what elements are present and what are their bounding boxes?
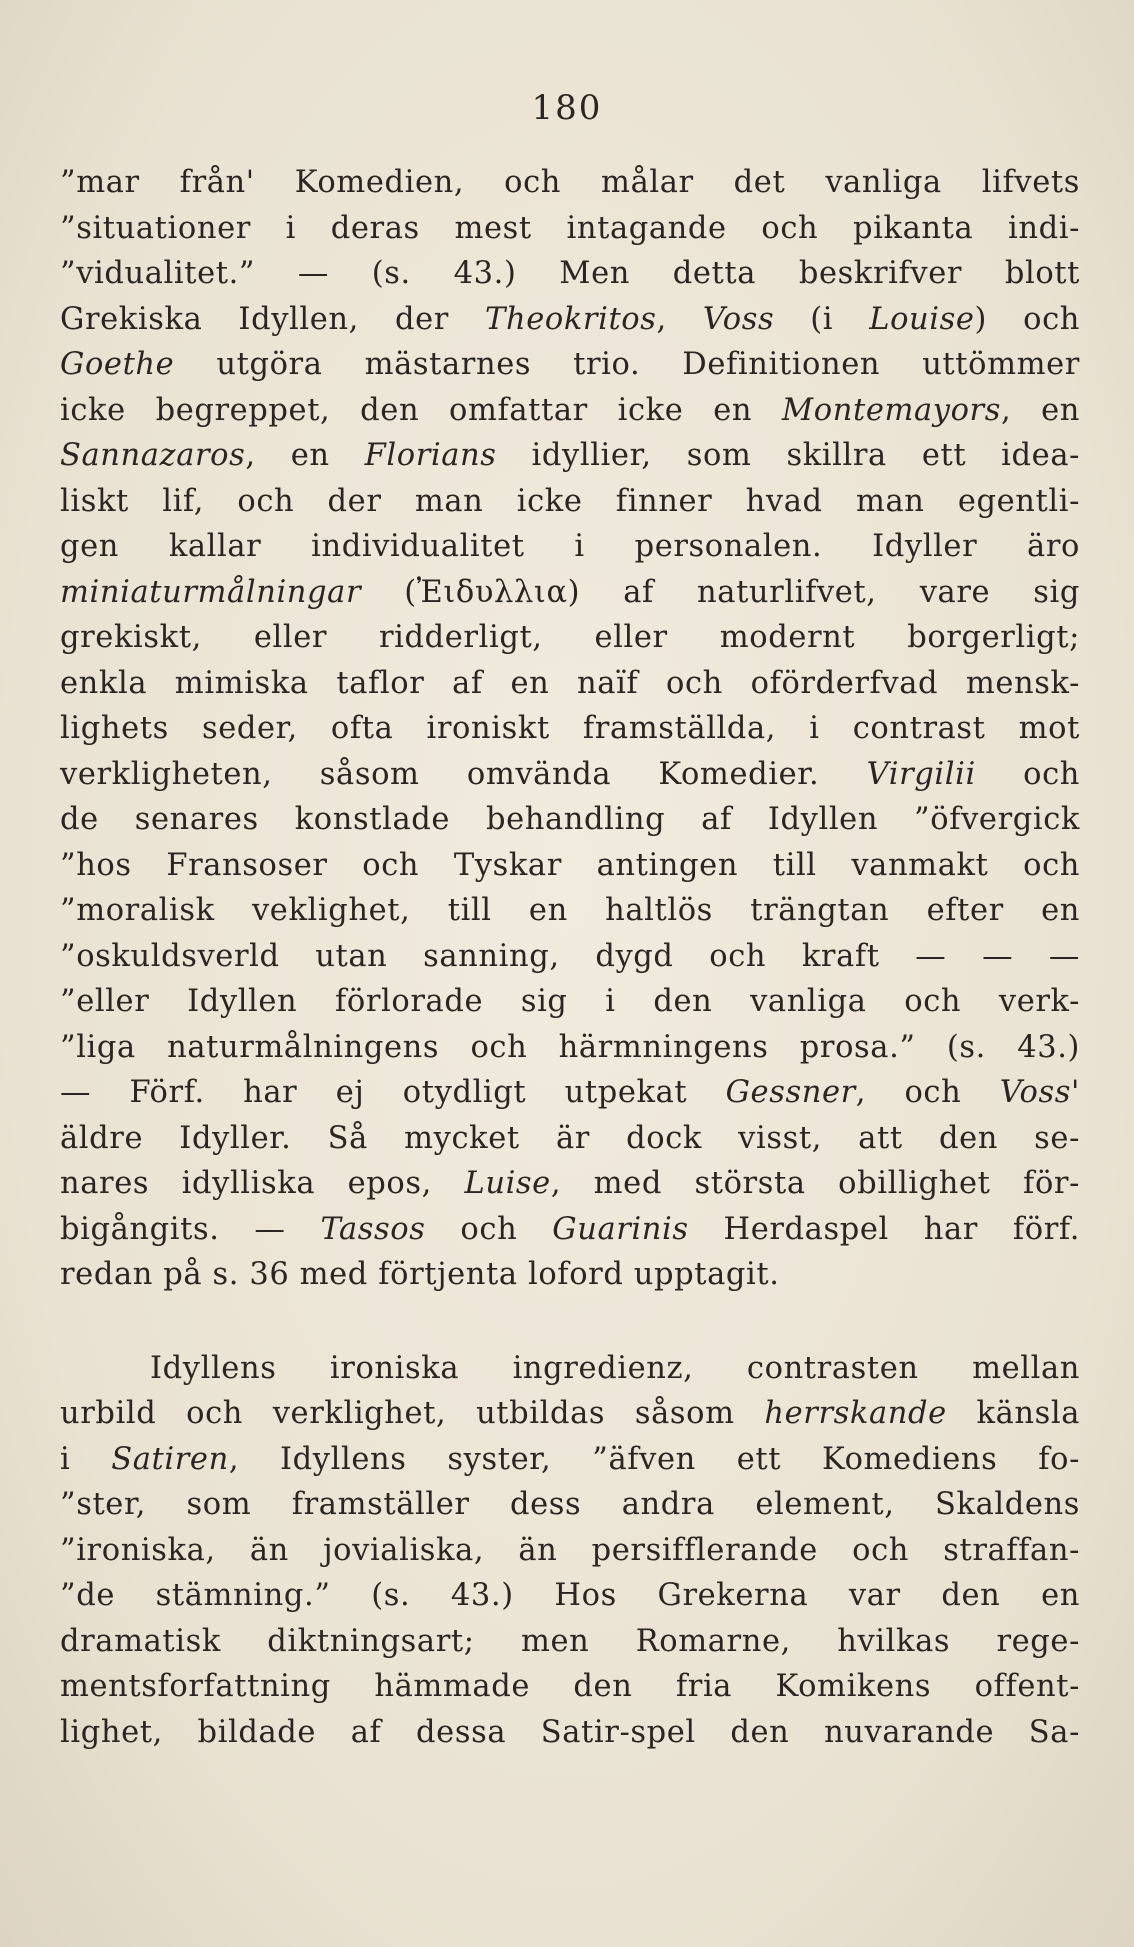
text-line: enkla mimiska taflor af en naïf och oförderfvad mensk- (60, 665, 1080, 701)
text-line: i Satiren, Idyllens syster, ”äfven ett Komediens fo- (60, 1441, 1080, 1477)
paragraph-1 (60, 160, 1080, 1298)
text-line: Sannazaros, en Florians idyllier, som skillra ett idea- (60, 438, 1081, 473)
text-line: verkligheten, såsom omvända Komedier. Virgilii och (60, 756, 1081, 792)
text-line: liskt lif, och der man icke finner hvad man egentli- (60, 483, 1080, 519)
text-line: ”liga naturmålningens och härmningens prosa.” (s. 43.) (60, 1029, 1080, 1065)
text-line: ”ironiska, än jovialiska, än persifflerande och straffan- (60, 1532, 1080, 1568)
text-line: äldre Idyller. Så mycket är dock visst, att den se- (60, 1120, 1080, 1156)
text-line: Grekiska Idyllen, der Theokritos, Voss (i Louise) och (60, 301, 1081, 337)
text-line: ”hos Fransoser och Tyskar antingen till vanmakt och (60, 847, 1080, 883)
text-line: dramatisk diktningsart; men Romarne, hvilkas rege- (60, 1623, 1080, 1659)
text-line: de senares konstlade behandling af Idyllen ”öfvergick (60, 802, 1080, 837)
text-line: Goethe utgöra mästarnes trio. Definitionen uttömmer (60, 347, 1080, 382)
text-line: redan på s. 36 med förtjenta loford upptagit. (60, 1257, 780, 1292)
text-line: ”moralisk veklighet, till en haltlös trängtan efter en (60, 893, 1080, 928)
text-line: ”eller Idyllen förlorade sig i den vanliga och verk- (60, 984, 1080, 1019)
text-line: lighet, bildade af dessa Satir-spel den nuvarande Sa- (60, 1714, 1080, 1750)
page-number: 180 (531, 88, 603, 128)
text-line: icke begreppet, den omfattar icke en Montemayors, en (60, 392, 1080, 428)
paragraph-2 (60, 1346, 1080, 1756)
text-line: urbild och verklighet, utbildas såsom herrskande känsla (60, 1396, 1081, 1431)
text-line: nares idylliska epos, Luise, med största obillighet för- (60, 1166, 1080, 1201)
text-line: gen kallar individualitet i personalen. Idyller äro (60, 529, 1080, 564)
text-line: ”ster, som framställer dess andra element, Skaldens (60, 1487, 1080, 1522)
text-line: ”situationer i deras mest intagande och pikanta indi- (60, 210, 1080, 246)
text-line: miniaturmålningar (Ἐιδυλλια) af naturlifvet, vare sig (60, 574, 1080, 610)
text-line: lighets seder, ofta ironiskt framställda, i contrast mot (60, 711, 1080, 746)
text-line: bigångits. — Tassos och Guarinis Herdaspel har förf. (60, 1211, 1081, 1247)
text-line: ”de stämning.” (s. 43.) Hos Grekerna var den en (60, 1578, 1080, 1613)
text-line: mentsforfattning hämmade den fria Komikens offent- (60, 1669, 1080, 1704)
text-line: ”vidualitet.” — (s. 43.) Men detta beskrifver blott (60, 256, 1080, 291)
body-text (60, 160, 1080, 1755)
text-line: ”mar från' Komedien, och målar det vanliga lifvets (60, 165, 1080, 200)
text-line: Idyllens ironiska ingredienz, contrasten mellan (150, 1350, 1080, 1386)
text-line: grekiskt, eller ridderligt, eller modernt borgerligt; (60, 620, 1080, 655)
text-line: ”oskuldsverld utan sanning, dygd och kraft — — — (60, 938, 1080, 974)
text-line: — Förf. har ej otydligt utpekat Gessner, och Voss' (60, 1075, 1080, 1110)
